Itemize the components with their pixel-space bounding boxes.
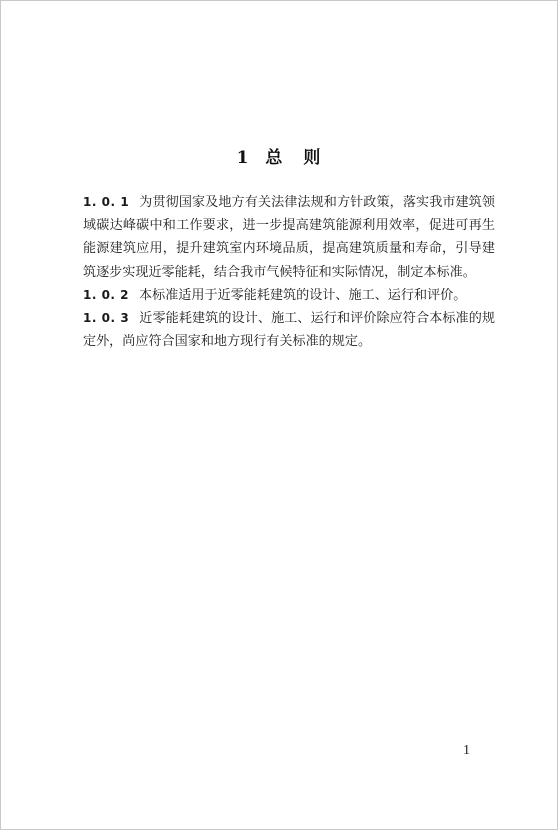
- chapter-number: 1: [236, 148, 250, 168]
- clause-text: 近零能耗建筑的设计、施工、运行和评价除应符合本标准的规定外，尚应符合国家和地方现行有关标准的规定。: [83, 311, 496, 350]
- page-number: 1: [463, 743, 470, 758]
- chapter-title-part1: 总: [265, 148, 284, 168]
- clause-1-0-2: [83, 284, 495, 307]
- chapter-title: [1, 143, 557, 168]
- clause-number: 1. 0. 1: [83, 195, 130, 209]
- chapter-body: [83, 191, 495, 353]
- clause-1-0-3: [83, 307, 495, 353]
- clause-text: 为贯彻国家及地方有关法律法规和方针政策，落实我市建筑领域碳达峰碳中和工作要求，进一步提高建筑能源利用效率，促进可再生能源建筑应用，提升建筑室内环境品质，提高建筑质量和寿命，引导建筑逐步实现近零能耗，结合我市气候特征和实际情况，制定本标准。: [83, 195, 496, 280]
- chapter-title-part2: 则: [303, 148, 322, 168]
- clause-1-0-1: [83, 191, 495, 284]
- clause-number: 1. 0. 2: [83, 287, 130, 302]
- clause-text: 本标准适用于近零能耗建筑的设计、施工、运行和评价。: [139, 287, 467, 303]
- clause-number: 1. 0. 3: [83, 311, 130, 326]
